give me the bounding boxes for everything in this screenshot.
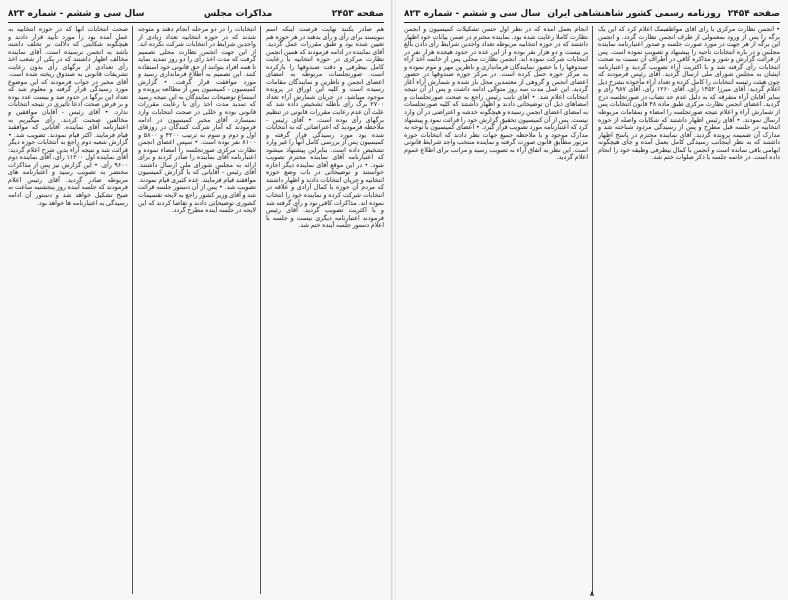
right-page-number: ۸ [589,590,595,598]
right-column-2-text: انجام بعمل آمده که در نظر اول حسن تشکیلات کمیسیون و انجمن نظارت کاملا رعایت شده بود. نماینده محترم در ضمن بیانات خود اظهار داشتند که در حوزه انتخابیه مربوطه تعداد واجدین شرایط رأی دادن بالغ بر بیست و دو هزار نفر بوده و از این عده در حدود هیجده هزار نفر در انتخابات شرکت نموده اند. انجمن نظارت محلی پس از خاتمه اخذ آراء صندوقها را با حضور نمایندگان فرمانداری و ناظرین مهر و موم نموده و به مرکز حوزه حمل کرده است. در مرکز حوزه صندوقها در حضور اعضای انجمن و گروهی از معتمدین محل باز شده و شمارش آراء آغاز گردید. این عمل مدت سه روز متوالی ادامه داشت و پس از آن نتیجه انتخابات اعلام شد. • آقای نایب رئیس راجع به صحت صورتجلسات و امضاهای ذیل آن توضیحاتی دادند و اظهار داشتند که کلیه صورتجلسات به امضای اعضای انجمن رسیده و هیچگونه خدشه و اعتراضی در آن وارد نیست. پس از آن کمیسیون تحقیق گزارش خود را قرائت نمود و پیشنهاد کرد که اعتبارنامه مورد تصویب قرار گیرد. • اعضای کمیسیون با توجه به مدارک موجود و با ملاحظه جمیع جهات نظر دادند که انتخابات حوزه مزبور مطابق قانون صورت گرفته و نماینده منتخب واجد شرایط قانونی است. این نظر به اتفاق آراء به تصویب رسید و مراتب برای اطلاع عموم اعلام گردید. [404,26,588,162]
left-column-3-text: صحت انتخابات آنها که در حوزه انتخابیه به عمل آمده بود را مورد تأیید قرار دادند و هیچگونه شکایتی که دلالت بر تخلف داشته باشد به انجمن نرسیده است. آقای نماینده مخالف اظهار داشتند که در یکی از شعب اخذ رأی تعدادی از برگهای رأی بدون رعایت تشریفات قانونی به صندوق ریخته شده است. آقای مخبر در جواب فرمودند که این موضوع مورد رسیدگی قرار گرفته و معلوم شد که تعداد این برگها در حدود صد و بیست عدد بوده و بر فرض صحت ادعا تأثیری در نتیجه انتخابات ندارد. • آقای رئیس - آقایان موافقین و مخالفین صحبت کردند. رأی میگیریم به اعتبارنامه آقای نماینده. آقایانی که موافقند قیام فرمایند. اکثر قیام نمودند. تصویب شد. • گزارش شعبه دوم راجع به انتخابات حوزه دیگر قرائت شد و نتیجه آراء بدین شرح اعلام گردید: آقای نماینده اول ۱۱۲۰۰ رأی، آقای نماینده دوم ۹۶۰۰ رأی. • این گزارش نیز پس از مذاکرات مختصر به تصویب رسید و اعتبارنامه های مربوطه صادر گردید. آقای رئیس اعلام فرمودند که جلسه آینده روز پنجشنبه ساعت نه صبح تشکیل خواهد شد و دستور آن ادامه رسیدگی به اعتبارنامه ها خواهد بود. [8,26,128,207]
right-column-2 [404,26,588,594]
right-column-divider [592,26,593,594]
right-column-1-text: • انجمن نظارت مرکزی با رأی آقای مواظفیمک اعلام کرد که این یک برگه را پس از ورود بمعمولی از طرف انجمن نظارت گردد. و انجمن این برگه از هر جهت در مورد صورت جلسه و صدور اعتبارنامه نماینده مجلس و در باره انتخابات ناحیه را پیشنهاد و تصویب نموده است. پس از قرائت گزارش و شور و مذاکره کافی در اطراف آن نسبت به صحت انتخابات رأی گرفته شد و با اکثریت آراء تصویب گردید و اعتبارنامه ایشان به مجلس شورای ملی ارسال گردید. آقای رئیس فرمودند که چون هیئت رئیسه انتخابات را کامل کرده و تعداد آراء مأخوذه بشرح ذیل اعلام گردید: آقای میرزا ۱۴۵۲ رأی، آقای ۱۲۶۰ رأی، آقای ۹۸۷ رأی و سایر آقایان آراء متفرقه که به دلیل عدم حد نصاب در صورتجلسه درج گردید. اعضای انجمن نظارت مرکزی طبق ماده ۴۸ قانون انتخابات پس از شمارش آراء و اعلام نتیجه صورتجلسه را امضاء و بمقامات مربوطه ارسال نمودند. • آقای رئیس اظهار داشتند که شکایات واصله از حوزه انتخابیه در جلسه قبل مطرح و پس از رسیدگی مردود شناخته شد و مدارک آن ضمیمه پرونده گردید. آقای نماینده محترم در پاسخ اظهار داشتند که به نظر اینجانب رسیدگی کامل بعمل آمده و جای هیچگونه ابهامی باقی نمانده است و انجمن با کمال بیطرفی وظیفه خود را انجام داده است. در خاتمه جلسه با ذکر صلوات ختم شد. [598,26,780,162]
right-page [396,0,788,600]
left-page [0,0,392,600]
left-column-1-text: هم صادر بکنند نهایت فرصت اینکه اسم بنویسند برای رأی و رأی بدهند در هر حوزه هم تعیین شده بود و طبق مقررات عمل گردید. آقای نماینده در ادامه فرمودند که همین انجمن نظارت مرکزی در حوزه انتخابیه با رعایت کامل بیطرفی و دقت صندوقها را بازکرده است. صورتجلسات مربوطه به امضای اعضای انجمن و ناظرین و نمایندگان مقامات رسیده است و کلیه این اوراق در پرونده موجود میباشد. در جریان شمارش آراء تعداد ۲۷۰۰ برگ رأی باطله تشخیص داده شد که علت آن عدم رعایت مقررات قانونی در تنظیم برگهای رأی بوده است. • آقای رئیس - ملاحظه فرمودید که اعتراضاتی که به انتخابات شده بود مورد رسیدگی قرار گرفته و کمیسیون پس از بررسی کامل آنها را غیر وارد تشخیص داده است. بنابراین پیشنهاد میشود که اعتبارنامه آقای نماینده محترم تصویب شود. • در این موقع آقای نماینده دیگر اجازه خواستند و توضیحاتی در باب وضع حوزه انتخابیه و جریان انتخابات دادند و اظهار داشتند که مردم آن حوزه با کمال آزادی و علاقه در انتخابات شرکت کرده و نماینده خود را انتخاب نموده اند. مذاکرات کافی بود و رأی گرفته شد و با اکثریت تصویب گردید. آقای رئیس فرمودند اعتبارنامه دیگری نیست و جلسه با اعلام دستور جلسه آینده ختم شد. [266,26,384,230]
left-column-2-text: انتخابات را در دو مرحله انجام دهند و متوجه شدند که در حوزه انتخابیه تعداد زیادی از واجدین شرایط در انتخابات شرکت نکرده اند. از این جهت انجمن نظارت محلی تصمیم گرفت که مدت اخذ رأی را دو روز تمدید نماید تا همه افراد بتوانند از حق قانونی خود استفاده کنند. این تصمیم به اطلاع فرمانداری رسید و مورد موافقت قرار گرفت. • گزارش کمیسیون - کمیسیون پس از مطالعه پرونده و استماع توضیحات نمایندگان به این نتیجه رسید که تمدید مدت اخذ رأی با رعایت مقررات قانونی بوده و خللی در صحت انتخابات وارد نمیسازد. آقای مخبر کمیسیون در ادامه فرمودند که آمار شرکت کنندگان در روزهای اول و دوم و سوم به ترتیب ۴۲۰۰ و ۵۸۰۰ و ۸۱۰۰ نفر بوده است. • سپس اعضای انجمن نظارت مرکزی صورتجلسه را امضاء نموده و اعتبارنامه آقای نماینده را صادر کردند و برای ارائه به مجلس شورای ملی ارسال داشتند. آقای رئیس - آقایانی که با گزارش کمیسیون موافقند قیام فرمایند. عده کثیری قیام نمودند. تصویب شد. • پس از آن دستور جلسه قرائت شد و آقای وزیر کشور راجع به لایحه تقسیمات کشوری توضیحاتی دادند و تقاضا کردند که این لایحه در جلسه آینده مطرح گردد. [138,26,256,215]
right-page-label: صفحه ۲۴۵۴ [727,9,780,19]
left-page-header [8,6,384,23]
left-column-2 [138,26,256,594]
left-column-divider-1 [260,26,261,594]
right-page-header [404,6,780,23]
left-page-label: صفحه ۲۴۵۳ [331,9,384,19]
right-session-info: سال سی و ششم - شماره ۸۲۳ [404,9,541,19]
left-session-info: سال سی و ششم - شماره ۸۲۳ [8,9,145,19]
left-column-3 [8,26,128,594]
right-column-1 [598,26,780,594]
left-column-divider-2 [132,26,133,594]
left-column-1 [266,26,384,594]
left-publication-title: مذاکرات مجلس [203,9,273,19]
right-publication-title: روزنامه رسمی کشور شاهنشاهی ایران [547,9,721,19]
